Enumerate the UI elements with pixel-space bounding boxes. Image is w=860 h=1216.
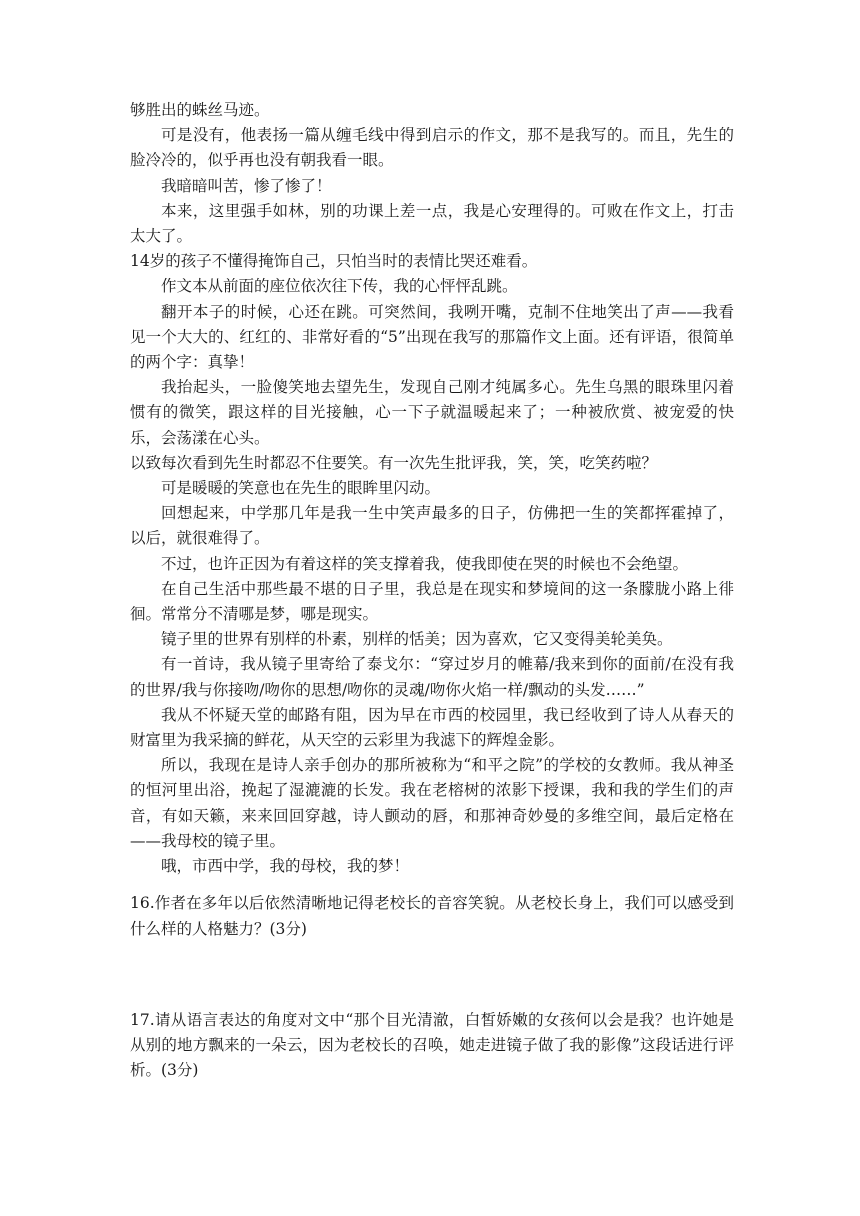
- answer-space: [130, 942, 734, 1008]
- spacer: [130, 879, 734, 891]
- paragraph: 以致每次看到先生时都忍不住要笑。有一次先生批评我，笑，笑，吃笑药啦？: [130, 453, 658, 472]
- paragraph: 作文本从前面的座位依次往下传，我的心怦怦乱跳。: [161, 277, 518, 296]
- paragraph: 可是没有，他表扬一篇从缠毛线中得到启示的作文，那不是我写的。而且，先生的脸冷冷的，似乎再也没有朝我看一眼。: [130, 126, 734, 170]
- paragraph: 我从不怀疑天堂的邮路有阻，因为早在市西的校园里，我已经收到了诗人从春天的财富里为我采摘的鲜花，从天空的云彩里为我滤下的辉煌金影。: [130, 705, 734, 750]
- paragraph: 在自己生活中那些最不堪的日子里，我总是在现实和梦境间的这一条朦胧小路上徘徊。常常分不清哪是梦，哪是现实。: [130, 579, 734, 624]
- paragraph: 14岁的孩子不懂得掩饰自己，只怕当时的表情比哭还难看。: [130, 252, 538, 271]
- paragraph: 所以，我现在是诗人亲手创办的那所被称为“和平之院”的学校的女教师。我从神圣的恒河里出浴，挽起了湿漉漉的长发。我在老榕树的浓影下授课，我和我的学生们的声音，有如天籁，来来回回穿越，诗人颤动的唇，和那神奇妙曼的多维空间，最后定格在——我母校的镜子里。: [130, 756, 734, 850]
- paragraph: 本来，这里强手如林，别的功课上差一点，我是心安理得的。可败在作文上，打击太大了。: [130, 201, 734, 246]
- paragraph: 我抬起头，一脸傻笑地去望先生，发现自己刚才纯属多心。先生乌黑的眼珠里闪着惯有的微笑，跟这样的目光接触，心一下子就温暖起来了；一种被欣赏、被宠爱的快乐，会荡漾在心头。: [130, 378, 734, 447]
- article-body: [130, 98, 734, 879]
- paragraph: 我暗暗叫苦，惨了惨了！: [161, 176, 332, 195]
- question-16: 16.作者在多年以后依然清晰地记得老校长的音容笑貌。从老校长身上，我们可以感受到什么样的人格魅力？(3分): [130, 894, 734, 938]
- question-section: [130, 891, 734, 1083]
- question-17: 17.请从语言表达的角度对文中“那个目光清澈，白皙娇嫩的女孩何以会是我？也许她是从别的地方飘来的一朵云，因为老校长的召唤，她走进镜子做了我的影像”这段话进行评析。(3分): [130, 1010, 734, 1080]
- paragraph: 够胜出的蛛丝马迹。: [130, 101, 270, 119]
- paragraph: 哦，市西中学，我的母校，我的梦！: [161, 857, 410, 876]
- paragraph: 可是暖暖的笑意也在先生的眼眸里闪动。: [161, 479, 441, 498]
- paragraph: 有一首诗，我从镜子里寄给了泰戈尔：“穿过岁月的帷幕/我来到你的面前/在没有我的世界/我与你接吻/吻你的思想/吻你的灵魂/吻你火焰一样/飘动的头发……”: [130, 655, 734, 699]
- paragraph: 翻开本子的时候，心还在跳。可突然间，我咧开嘴，克制不住地笑出了声——我看见一个大大的、红红的、非常好看的“5”出现在我写的那篇作文上面。还有评语，很简单的两个字：真挚！: [130, 302, 734, 372]
- paragraph: 回想起来，中学那几年是我一生中笑声最多的日子，仿佛把一生的笑都挥霍掉了，以后，就很难得了。: [130, 504, 734, 548]
- paragraph: 镜子里的世界有别样的朴素，别样的恬美；因为喜欢，它又变得美轮美奂。: [161, 630, 673, 649]
- paragraph: 不过，也许正因为有着这样的笑支撑着我，使我即使在哭的时候也不会绝望。: [161, 554, 689, 573]
